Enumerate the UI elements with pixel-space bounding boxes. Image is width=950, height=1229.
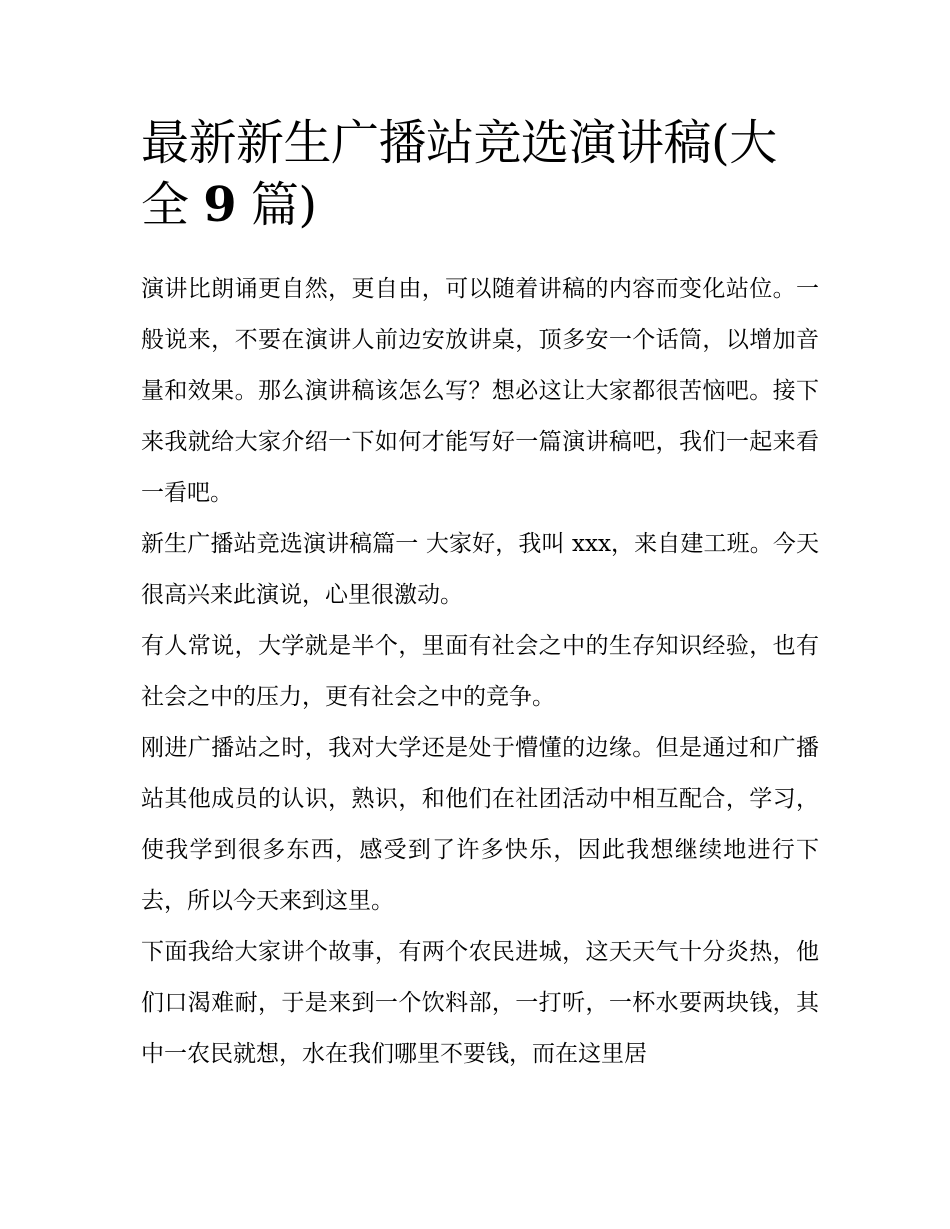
document-title: 最新新生广播站竞选演讲稿(大全 9 篇) xyxy=(141,115,777,233)
paragraph-broadcast-station: 刚进广播站之时，我对大学还是处于懵懂的边缘。但是通过和广播站其他成员的认识，熟识，和他们在社团活动中相互配合，学习，使我学到很多东西，感受到了许多快乐，因此我想继续地进行下去，所以今天来到这里。 xyxy=(141,735,819,914)
document-body xyxy=(141,264,819,1080)
document-content xyxy=(141,112,819,1080)
paragraph-story: 下面我给大家讲个故事，有两个农民进城，这天天气十分炎热，他们口渴难耐，于是来到一个饮料部，一打听，一杯水要两块钱，其中一农民就想，水在我们哪里不要钱，而在这里居 xyxy=(141,939,819,1067)
paragraph-self-introduction: 新生广播站竞选演讲稿篇一 大家好，我叫 xxx，来自建工班。今天很高兴来此演说，心里很激动。 xyxy=(141,531,819,608)
paragraph-university: 有人常说，大学就是半个，里面有社会之中的生存知识经验，也有社会之中的压力，更有社会之中的竞争。 xyxy=(141,633,819,710)
paragraph-intro: 演讲比朗诵更自然，更自由，可以随着讲稿的内容而变化站位。一般说来，不要在演讲人前边安放讲桌，顶多安一个话筒，以增加音量和效果。那么演讲稿该怎么写？想必这让大家都很苦恼吧。接下来我就给大家介绍一下如何才能写好一篇演讲稿吧，我们一起来看一看吧。 xyxy=(141,276,819,506)
